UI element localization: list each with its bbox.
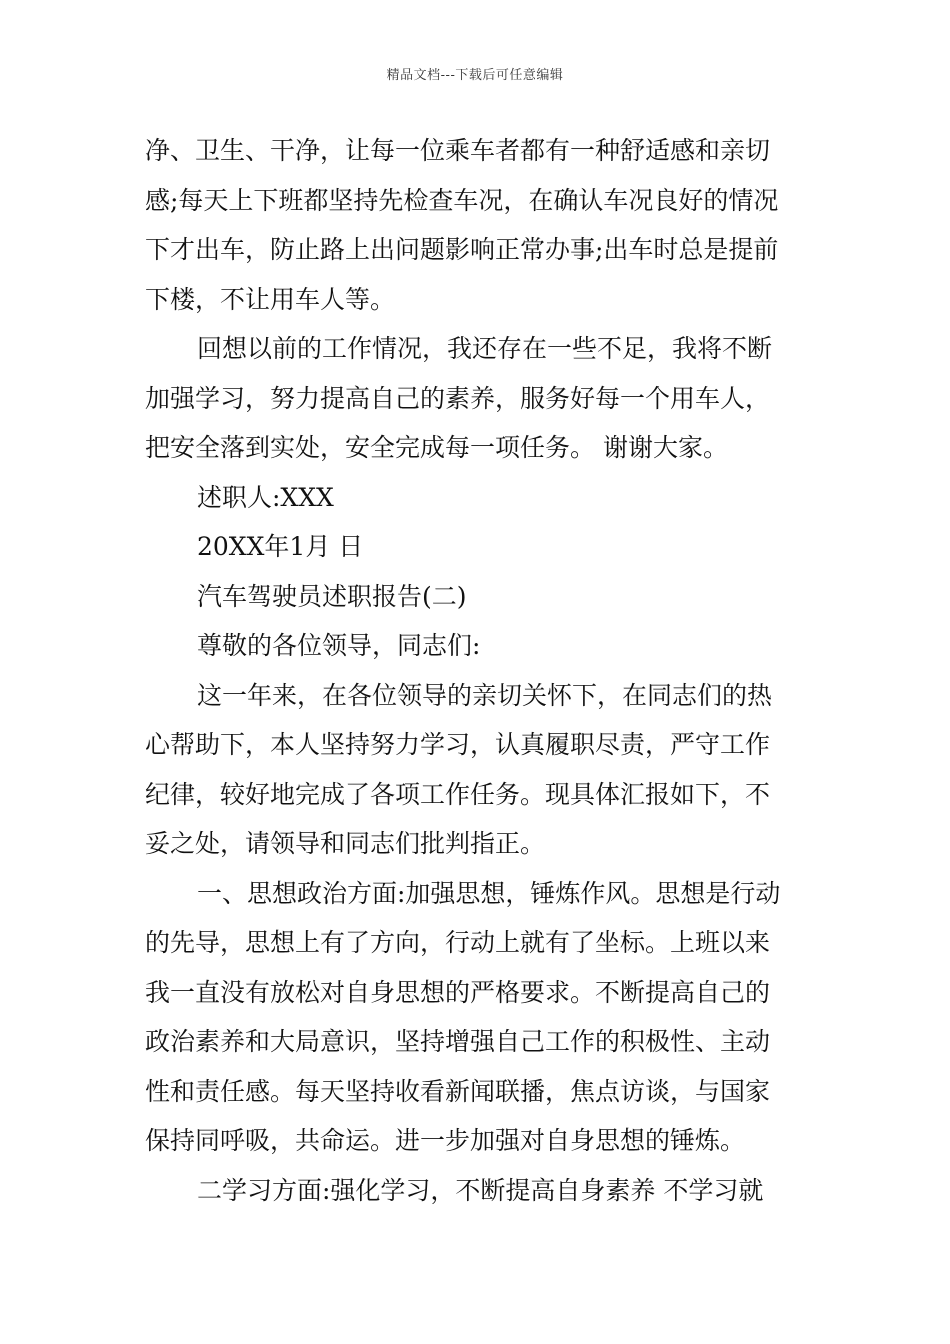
section-title: 汽车驾驶员述职报告(二) (197, 581, 467, 611)
document-body (145, 126, 810, 1215)
salutation: 尊敬的各位领导，同志们: (197, 631, 481, 660)
text-line: 感;每天上下班都坚持先检查车况，在确认车况良好的情况 (145, 185, 779, 215)
text-line: 心帮助下，本人坚持努力学习，认真履职尽责，严守工作 (145, 730, 771, 759)
page-header: 精品文档---下载后可任意编辑 (386, 68, 564, 83)
text-line: 加强学习，努力提高自己的素养，服务好每一个用车人， (145, 383, 771, 413)
text-line: 下才出车，防止路上出问题影响正常办事;出车时总是提前 (145, 235, 779, 264)
text-line: 回想以前的工作情况，我还存在一些不足，我将不断 (197, 334, 773, 363)
text-line: 下楼，不让用车人等。 (145, 284, 396, 314)
signature-line: 述职人:XXX (197, 482, 334, 512)
text-line: 的先导，思想上有了方向，行动上就有了坐标。上班以来 (145, 928, 771, 957)
text-line: 把安全落到实处，安全完成每一项任务。 谢谢大家。 (145, 433, 728, 462)
text-line: 政治素养和大局意识，坚持增强自己工作的积极性、主动 (145, 1027, 771, 1056)
text-line: 性和责任感。每天坚持收看新闻联播，焦点访谈，与国家 (145, 1076, 771, 1106)
text-line: 这一年来，在各位领导的亲切关怀下，在同志们的热 (197, 680, 773, 710)
text-line: 净、卫生、干净，让每一位乘车者都有一种舒适感和亲切 (145, 136, 771, 165)
text-line: 二学习方面:强化学习，不断提高自身素养 不学习就 (197, 1175, 764, 1205)
date-line: 20XX年1月 日 (197, 532, 364, 561)
text-line: 一、思想政治方面:加强思想，锤炼作风。思想是行动 (197, 878, 781, 908)
text-line: 纪律，较好地完成了各项工作任务。现具体汇报如下，不 (145, 779, 771, 809)
text-line: 保持同呼吸，共命运。进一步加强对自身思想的锤炼。 (145, 1126, 746, 1155)
text-line: 妥之处，请领导和同志们批判指正。 (145, 829, 546, 858)
text-line: 我一直没有放松对自身思想的严格要求。不断提高自己的 (145, 977, 771, 1007)
